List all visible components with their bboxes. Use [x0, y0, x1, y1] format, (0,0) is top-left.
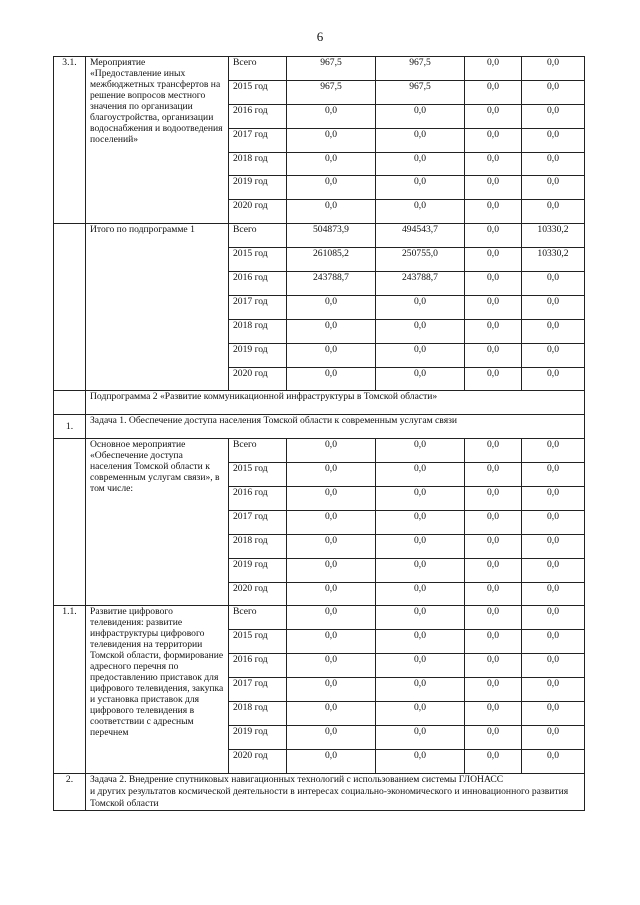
period-cell: 2015 год: [229, 80, 287, 104]
value-cell: 0,0: [287, 104, 376, 128]
value-cell: 0,0: [522, 630, 585, 654]
value-cell: 0,0: [465, 606, 522, 630]
value-cell: 0,0: [376, 534, 465, 558]
task-number: 1.: [54, 415, 86, 439]
value-cell: 0,0: [522, 678, 585, 702]
period-cell: 2019 год: [229, 725, 287, 749]
period-cell: 2018 год: [229, 319, 287, 343]
section-row: [54, 391, 585, 415]
value-cell: 0,0: [522, 295, 585, 319]
value-cell: 0,0: [465, 510, 522, 534]
value-cell: 0,0: [465, 367, 522, 391]
value-cell: 967,5: [376, 57, 465, 81]
value-cell: 0,0: [287, 725, 376, 749]
item-number: [54, 224, 86, 391]
value-cell: 0,0: [287, 128, 376, 152]
value-cell: 967,5: [287, 57, 376, 81]
value-cell: 0,0: [522, 57, 585, 81]
value-cell: 0,0: [522, 152, 585, 176]
value-cell: 0,0: [465, 295, 522, 319]
value-cell: 261085,2: [287, 248, 376, 272]
period-cell: 2018 год: [229, 534, 287, 558]
value-cell: 0,0: [465, 319, 522, 343]
period-cell: 2019 год: [229, 558, 287, 582]
period-cell: 2018 год: [229, 152, 287, 176]
value-cell: 0,0: [376, 702, 465, 726]
value-cell: 0,0: [465, 128, 522, 152]
value-cell: 0,0: [287, 176, 376, 200]
value-cell: 0,0: [376, 510, 465, 534]
value-cell: 0,0: [522, 319, 585, 343]
value-cell: 0,0: [465, 176, 522, 200]
value-cell: 0,0: [465, 582, 522, 606]
value-cell: 0,0: [465, 224, 522, 248]
page-number: 6: [316, 29, 324, 44]
value-cell: 0,0: [522, 176, 585, 200]
value-cell: 0,0: [465, 248, 522, 272]
value-cell: 967,5: [287, 80, 376, 104]
value-cell: 0,0: [376, 439, 465, 463]
value-cell: 0,0: [522, 725, 585, 749]
value-cell: 0,0: [522, 558, 585, 582]
value-cell: 0,0: [465, 104, 522, 128]
value-cell: 0,0: [376, 463, 465, 487]
value-cell: 0,0: [465, 654, 522, 678]
value-cell: 0,0: [287, 558, 376, 582]
section-title: Подпрограмма 2 «Развитие коммуникационной инфраструктуры в Томской области»: [86, 391, 585, 415]
value-cell: 0,0: [287, 152, 376, 176]
value-cell: 0,0: [376, 104, 465, 128]
value-cell: 0,0: [522, 367, 585, 391]
value-cell: 0,0: [465, 558, 522, 582]
value-cell: 0,0: [376, 487, 465, 511]
value-cell: 0,0: [465, 702, 522, 726]
period-cell: 2020 год: [229, 749, 287, 773]
value-cell: 0,0: [376, 725, 465, 749]
value-cell: 0,0: [465, 487, 522, 511]
value-cell: 0,0: [522, 104, 585, 128]
period-cell: 2018 год: [229, 702, 287, 726]
value-cell: 0,0: [376, 319, 465, 343]
period-cell: 2017 год: [229, 510, 287, 534]
value-cell: 0,0: [465, 80, 522, 104]
value-cell: 0,0: [376, 367, 465, 391]
value-cell: 0,0: [287, 582, 376, 606]
value-cell: 0,0: [287, 200, 376, 224]
table-row: [54, 606, 585, 630]
value-cell: 0,0: [376, 176, 465, 200]
value-cell: 0,0: [287, 367, 376, 391]
item-description: Мероприятие «Предоставление иных межбюджетных трансфертов на решение вопросов местного значения по организации благоустройства, организации водоснабжения и водоотведения поселений»: [86, 57, 229, 224]
value-cell: 0,0: [522, 439, 585, 463]
period-cell: 2017 год: [229, 128, 287, 152]
value-cell: 0,0: [522, 654, 585, 678]
table-row: [54, 439, 585, 463]
value-cell: 0,0: [522, 80, 585, 104]
value-cell: 967,5: [376, 80, 465, 104]
value-cell: 0,0: [376, 630, 465, 654]
period-cell: 2020 год: [229, 367, 287, 391]
value-cell: 0,0: [376, 295, 465, 319]
period-cell: Всего: [229, 224, 287, 248]
value-cell: 0,0: [522, 200, 585, 224]
section-number: [54, 391, 86, 415]
value-cell: 0,0: [287, 463, 376, 487]
value-cell: 0,0: [376, 749, 465, 773]
value-cell: 0,0: [465, 630, 522, 654]
value-cell: 0,0: [522, 128, 585, 152]
period-cell: 2015 год: [229, 248, 287, 272]
value-cell: 0,0: [465, 439, 522, 463]
value-cell: 0,0: [287, 439, 376, 463]
value-cell: 0,0: [465, 534, 522, 558]
value-cell: 0,0: [287, 702, 376, 726]
value-cell: 0,0: [465, 200, 522, 224]
value-cell: 0,0: [465, 725, 522, 749]
value-cell: 0,0: [287, 295, 376, 319]
value-cell: 0,0: [287, 606, 376, 630]
item-number: 3.1.: [54, 57, 86, 224]
value-cell: 0,0: [465, 678, 522, 702]
period-cell: 2019 год: [229, 343, 287, 367]
value-cell: 10330,2: [522, 248, 585, 272]
period-cell: 2016 год: [229, 104, 287, 128]
value-cell: 0,0: [376, 152, 465, 176]
value-cell: 0,0: [287, 678, 376, 702]
value-cell: 0,0: [522, 272, 585, 296]
value-cell: 0,0: [287, 749, 376, 773]
period-cell: 2016 год: [229, 272, 287, 296]
value-cell: 0,0: [376, 558, 465, 582]
value-cell: 0,0: [376, 343, 465, 367]
value-cell: 0,0: [376, 128, 465, 152]
value-cell: 0,0: [465, 152, 522, 176]
value-cell: 0,0: [287, 319, 376, 343]
value-cell: 0,0: [522, 343, 585, 367]
value-cell: 243788,7: [376, 272, 465, 296]
value-cell: 0,0: [522, 534, 585, 558]
period-cell: 2017 год: [229, 295, 287, 319]
task-number: 2.: [54, 773, 86, 810]
value-cell: 0,0: [376, 606, 465, 630]
value-cell: 0,0: [287, 630, 376, 654]
value-cell: 0,0: [287, 510, 376, 534]
period-cell: 2016 год: [229, 654, 287, 678]
period-cell: 2017 год: [229, 678, 287, 702]
period-cell: 2020 год: [229, 200, 287, 224]
value-cell: 0,0: [376, 200, 465, 224]
value-cell: 0,0: [522, 510, 585, 534]
task-title: Задача 2. Внедрение спутниковых навигационных технологий с использованием системы ГЛОНАСС и других результатов космической деятельности в интересах социально-экономического и инновационного развития Томской области: [86, 773, 585, 810]
value-cell: 494543,7: [376, 224, 465, 248]
value-cell: 0,0: [376, 582, 465, 606]
value-cell: 0,0: [376, 678, 465, 702]
period-cell: 2015 год: [229, 630, 287, 654]
period-cell: 2016 год: [229, 487, 287, 511]
value-cell: 0,0: [522, 606, 585, 630]
value-cell: 250755,0: [376, 248, 465, 272]
item-number: [54, 439, 86, 606]
value-cell: 0,0: [522, 463, 585, 487]
value-cell: 0,0: [376, 654, 465, 678]
period-cell: 2019 год: [229, 176, 287, 200]
task-title: Задача 1. Обеспечение доступа населения Томской области к современным услугам связи: [86, 415, 585, 439]
value-cell: 0,0: [287, 654, 376, 678]
value-cell: 504873,9: [287, 224, 376, 248]
task-row: [54, 773, 585, 810]
item-description: Развитие цифрового телевидения: развитие инфраструктуры цифрового телевидения на территории Томской области, формирование адресного перечня по предоставлению приставок для цифрового телевидения, закупка и установка приставок для цифрового телевидения в соответствии с адресным перечнем: [86, 606, 229, 773]
value-cell: 0,0: [465, 463, 522, 487]
value-cell: 0,0: [287, 534, 376, 558]
period-cell: Всего: [229, 606, 287, 630]
period-cell: 2020 год: [229, 582, 287, 606]
value-cell: 0,0: [287, 487, 376, 511]
item-description: Основное мероприятие «Обеспечение доступа населения Томской области к современным услугам связи», в том числе:: [86, 439, 229, 606]
value-cell: 0,0: [465, 343, 522, 367]
value-cell: 0,0: [287, 343, 376, 367]
table-row: [54, 57, 585, 81]
value-cell: 0,0: [522, 702, 585, 726]
task-row: [54, 415, 585, 439]
value-cell: 0,0: [522, 487, 585, 511]
item-description: Итого по подпрограмме 1: [86, 224, 229, 391]
value-cell: 0,0: [522, 582, 585, 606]
value-cell: 0,0: [522, 749, 585, 773]
table-row: [54, 224, 585, 248]
value-cell: 0,0: [465, 57, 522, 81]
value-cell: 10330,2: [522, 224, 585, 248]
budget-table: [53, 56, 585, 811]
item-number: 1.1.: [54, 606, 86, 773]
period-cell: Всего: [229, 57, 287, 81]
period-cell: 2015 год: [229, 463, 287, 487]
period-cell: Всего: [229, 439, 287, 463]
value-cell: 0,0: [465, 749, 522, 773]
value-cell: 0,0: [465, 272, 522, 296]
value-cell: 243788,7: [287, 272, 376, 296]
